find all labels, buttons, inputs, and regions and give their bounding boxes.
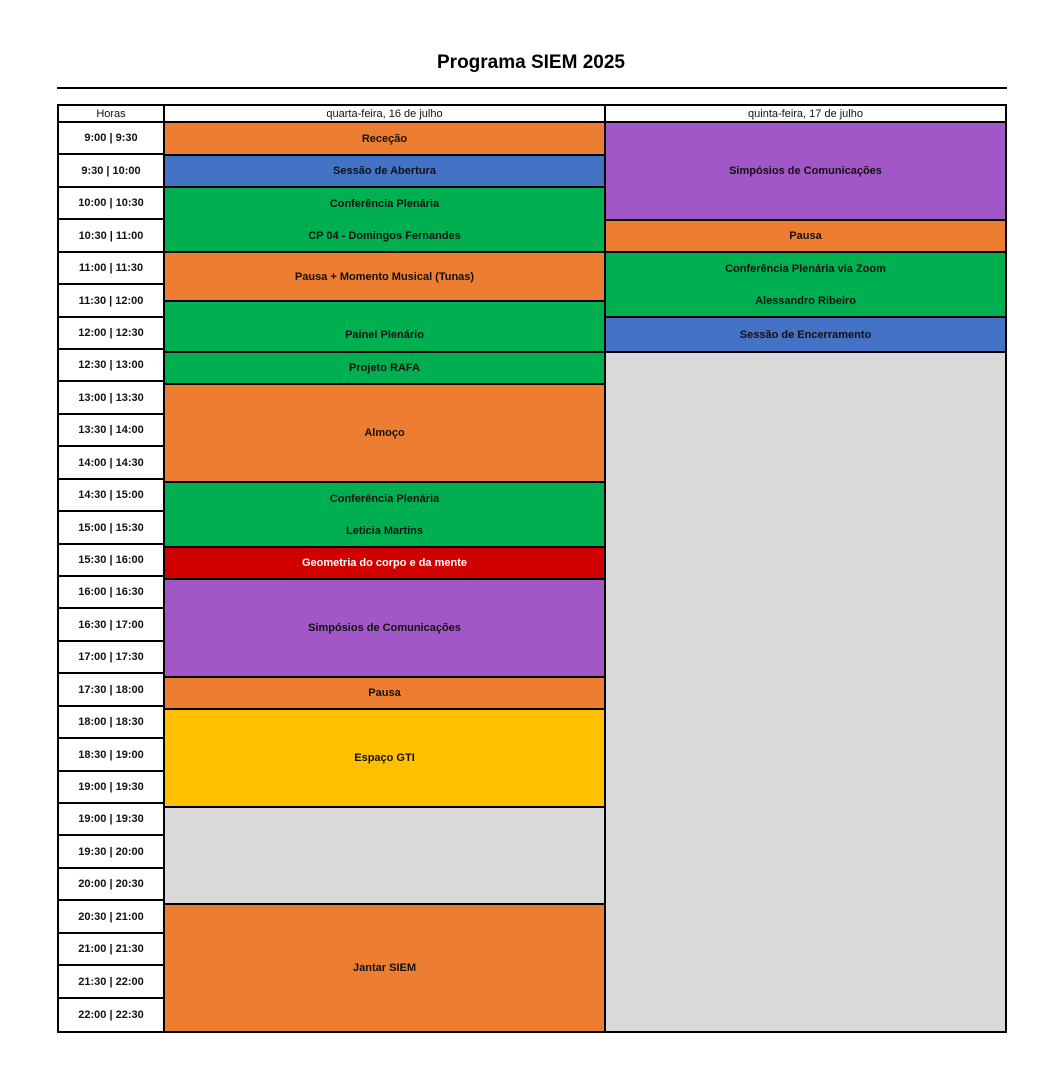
event-conferencia-plenaria-zoom	[606, 253, 1005, 318]
time-slot: 16:00 | 16:30	[59, 577, 165, 609]
time-slot: 18:00 | 18:30	[59, 707, 165, 739]
event-pausa-day2: Pausa	[606, 221, 1005, 253]
event-conferencia-plenaria-1-speaker: CP 04 - Domingos Fernandes	[308, 229, 461, 242]
event-painel-plenario: Painel Plenário	[165, 318, 606, 353]
event-rececao: Receção	[165, 123, 606, 156]
time-slot: 11:30 | 12:00	[59, 285, 165, 318]
time-slot: 20:00 | 20:30	[59, 869, 165, 901]
event-empty-day2	[606, 353, 1005, 1031]
time-slot: 14:30 | 15:00	[59, 480, 165, 512]
time-slot: 11:00 | 11:30	[59, 253, 165, 285]
time-slot: 18:30 | 19:00	[59, 739, 165, 772]
time-slot: 19:00 | 19:30	[59, 804, 165, 836]
event-sessao-encerramento: Sessão de Encerramento	[606, 318, 1005, 353]
header-hours: Horas	[59, 106, 165, 123]
event-gap-green	[165, 302, 606, 318]
time-slot: 9:00 | 9:30	[59, 123, 165, 155]
event-conferencia-plenaria-1-title: Conferência Plenária	[329, 197, 440, 210]
event-simposios-day1: Simpósios de Comunicações	[165, 580, 606, 678]
time-slot: 20:30 | 21:00	[59, 901, 165, 934]
event-pausa-day1: Pausa	[165, 678, 606, 710]
event-conferencia-plenaria-zoom-title: Conferência Plenária via Zoom	[725, 262, 886, 275]
event-sessao-abertura: Sessão de Abertura	[165, 156, 606, 188]
time-slot: 21:30 | 22:00	[59, 966, 165, 999]
event-simposios-day2: Simpósios de Comunicações	[606, 123, 1005, 221]
time-slot: 15:30 | 16:00	[59, 545, 165, 577]
event-empty-day1	[165, 808, 606, 905]
event-espaco-gti: Espaço GTI	[165, 710, 606, 808]
time-slot: 16:30 | 17:00	[59, 609, 165, 642]
schedule-table	[57, 104, 1007, 1033]
time-slot: 13:00 | 13:30	[59, 382, 165, 415]
time-slot: 17:00 | 17:30	[59, 642, 165, 674]
time-slot: 22:00 | 22:30	[59, 999, 165, 1031]
time-slot: 12:00 | 12:30	[59, 318, 165, 350]
event-pausa-momento-musical: Pausa + Momento Musical (Tunas)	[165, 253, 606, 302]
header-day2: quinta-feira, 17 de julho	[606, 106, 1005, 123]
title-divider	[57, 87, 1007, 89]
event-almoco: Almoço	[165, 385, 606, 483]
event-geometria: Geometria do corpo e da mente	[165, 548, 606, 580]
event-jantar-siem: Jantar SIEM	[165, 905, 606, 1031]
time-slot: 14:00 | 14:30	[59, 447, 165, 480]
time-slot: 19:30 | 20:00	[59, 836, 165, 869]
event-conferencia-plenaria-1	[165, 188, 606, 253]
time-slot: 9:30 | 10:00	[59, 155, 165, 188]
time-slot: 12:30 | 13:00	[59, 350, 165, 382]
time-slot: 13:30 | 14:00	[59, 415, 165, 447]
time-slot: 15:00 | 15:30	[59, 512, 165, 545]
page-title: Programa SIEM 2025	[437, 52, 625, 73]
event-conferencia-plenaria-2-speaker: Leticia Martins	[345, 524, 424, 537]
time-slot: 17:30 | 18:00	[59, 674, 165, 707]
event-projeto-rafa: Projeto RAFA	[165, 353, 606, 385]
event-conferencia-plenaria-2-title: Conferência Plenária	[329, 492, 440, 505]
time-slot: 19:00 | 19:30	[59, 772, 165, 804]
time-slot: 10:00 | 10:30	[59, 188, 165, 220]
header-day1: quarta-feira, 16 de julho	[165, 106, 606, 123]
event-conferencia-plenaria-zoom-speaker: Alessandro Ribeiro	[755, 294, 856, 307]
time-slot: 21:00 | 21:30	[59, 934, 165, 966]
time-slot: 10:30 | 11:00	[59, 220, 165, 253]
event-conferencia-plenaria-2	[165, 483, 606, 548]
